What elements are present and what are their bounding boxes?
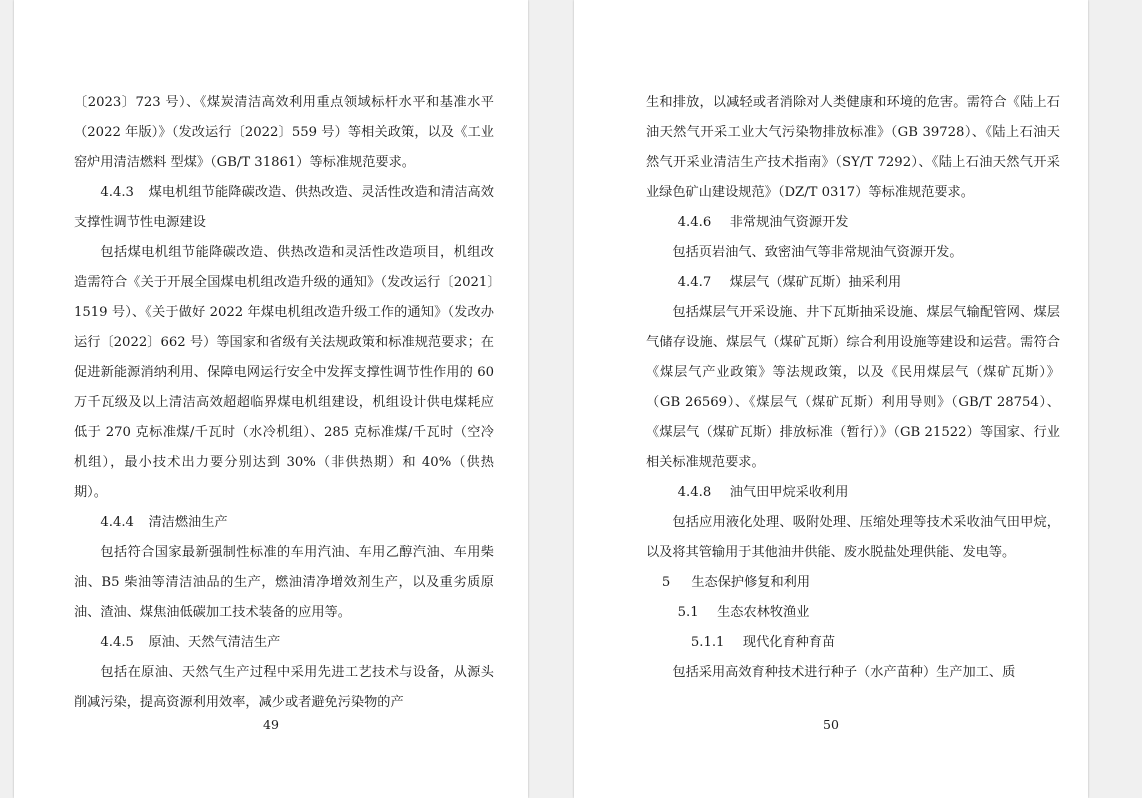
paragraph: 包括煤层气开采设施、井下瓦斯抽采设施、煤层气输配管网、煤层气储存设施、煤层气（煤矿瓦斯）综合利用设施等建设和运营。需符合《煤层气产业政策》等法规政策，以及《民用煤层气（煤矿瓦斯）》（GB 26569）、《煤层气（煤矿瓦斯）利用导则》（GB/T 28754）、《煤层气（煤矿瓦斯）排放标准（暂行）》（GB 21522）等国家、行业相关标准规范要求。: [646, 305, 1060, 470]
paragraph: 包括应用液化处理、吸附处理、压缩处理等技术采收油气田甲烷，以及将其管输用于其他油井供能、废水脱盐处理供能、发电等。: [646, 515, 1060, 560]
heading-text: 油气田甲烷采收利用: [729, 485, 849, 500]
heading-4-4-8: [646, 478, 1060, 508]
page-number-label: 49: [263, 717, 279, 732]
heading-number: 4.4.6: [677, 215, 712, 230]
heading-number: 5: [661, 575, 671, 590]
paragraph: 包括采用高效育种技术进行种子（水产苗种）生产加工、质: [672, 665, 1016, 680]
heading-4-4-6: [646, 208, 1060, 238]
heading-text: 非常规油气资源开发: [729, 215, 849, 230]
page-gutter: [528, 0, 574, 798]
heading-4-4-7: [646, 268, 1060, 298]
heading-text: 生态农林牧渔业: [717, 605, 810, 620]
heading-text: 现代化育种育苗: [742, 635, 836, 650]
heading-text: 煤层气（煤矿瓦斯）抽采利用: [729, 275, 902, 290]
page-50-content: [646, 88, 1060, 702]
paragraph: 包括煤电机组节能降碳改造、供热改造和灵活性改造项目，机组改造需符合《关于开展全国煤电机组改造升级的通知》（发改运行〔2021〕1519 号）、《关于做好 2022 年煤电机组改造升级工作的通知》（发改办运行〔2022〕662 号）等国家和省级有关法规政策和标准规范要求；在促进新能源消纳利用、保障电网运行安全中发挥支撑性调节性作用的 60 万千瓦级及以上清洁高效超超临界煤电机组建设，机组设计供电煤耗应低于 270 克标准煤/千瓦时（水冷机组）、285 克标准煤/千瓦时（空冷机组），最小技术出力要分别达到 30%（非供热期）和 40%（供热期）。: [74, 245, 494, 500]
heading-text: 生态保护修复和利用: [691, 575, 811, 590]
heading-number: 4.4.3: [100, 185, 134, 200]
heading-4-4-3: [74, 178, 494, 238]
page-49-content: [74, 88, 494, 710]
heading-number: 4.4.4: [100, 515, 134, 530]
heading-5-1-1: [646, 628, 1060, 658]
heading-number: 5.1: [677, 605, 699, 620]
heading-5: [646, 568, 1060, 598]
paragraph: 生和排放，以减轻或者消除对人类健康和环境的危害。需符合《陆上石油天然气开采工业大气污染物排放标准》（GB 39728）、《陆上石油天然气开采业清洁生产技术指南》（SY/T 7292）、《陆上石油天然气开采业绿色矿山建设规范》（DZ/T 0317）等标准规范要求。: [646, 95, 1060, 200]
heading-number: 4.4.5: [100, 635, 134, 650]
heading-number: 5.1.1: [690, 635, 725, 650]
heading-4-4-5: [74, 628, 494, 658]
heading-5-1: [646, 598, 1060, 628]
document-page-50: [574, 0, 1088, 798]
document-page-49: [14, 0, 528, 798]
paragraph: 〔2023〕723 号）、《煤炭清洁高效利用重点领域标杆水平和基准水平（2022 年版）》（发改运行〔2022〕559 号）等相关政策，以及《工业窑炉用清洁燃料 型煤》（GB/T 31861）等标准规范要求。: [74, 95, 494, 170]
heading-text: 清洁燃油生产: [148, 515, 228, 530]
heading-text: 原油、天然气清洁生产: [148, 635, 281, 650]
paragraph: 包括页岩油气、致密油气等非常规油气资源开发。: [672, 245, 963, 260]
paragraph: 包括符合国家最新强制性标准的车用汽油、车用乙醇汽油、车用柴油、B5 柴油等清洁油品的生产，燃油清净增效剂生产，以及重劣质原油、渣油、煤焦油低碳加工技术装备的应用等。: [74, 545, 494, 620]
paragraph: 包括在原油、天然气生产过程中采用先进工艺技术与设备，从源头削减污染，提高资源利用效率，减少或者避免污染物的产: [74, 665, 494, 710]
heading-number: 4.4.8: [677, 485, 712, 500]
page-number-label: 50: [823, 717, 839, 732]
heading-4-4-4: [74, 508, 494, 538]
heading-text: 煤电机组节能降碳改造、供热改造、灵活性改造和清洁高效支撑性调节性电源建设: [74, 185, 494, 230]
heading-number: 4.4.7: [677, 275, 712, 290]
